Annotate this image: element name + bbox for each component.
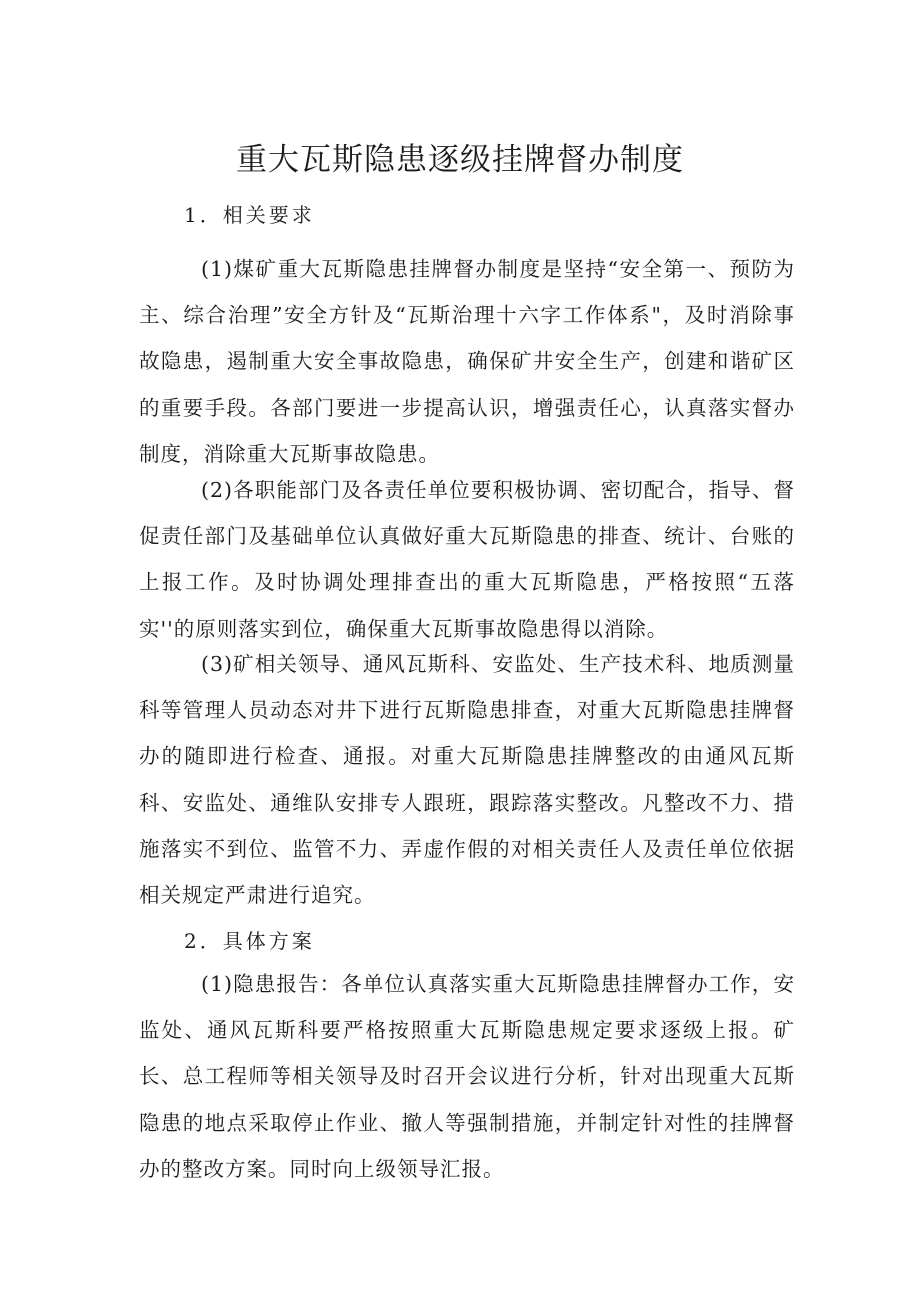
paragraph-plan-1: (1)隐患报告：各单位认真落实重大瓦斯隐患挂牌督办工作，安监处、通风瓦斯科要严格按照重大瓦斯隐患规定要求逐级上报。矿长、总工程师等相关领导及时召开会议进行分析，针对出现重大瓦斯隐患的地点采取停止作业、撤人等强制措施，并制定针对性的挂牌督办的整改方案。同时向上级领导汇报。 (139, 972, 795, 1181)
paragraph-requirements-1: (1)煤矿重大瓦斯隐患挂牌督办制度是坚持“安全第一、预防为主、综合治理”安全方针及“瓦斯治理十六字工作体系"，及时消除事故隐患，遏制重大安全事故隐患，确保矿井安全生产，创建和谐矿区的重要手段。各部门要进一步提高认识，增强责任心，认真落实督办制度，消除重大瓦斯事故隐患。 (139, 257, 795, 466)
paragraph-requirements-2: (2)各职能部门及各责任单位要积极协调、密切配合，指导、督促责任部门及基础单位认真做好重大瓦斯隐患的排查、统计、台账的上报工作。及时协调处理排查出的重大瓦斯隐患，严格按照“五落实''的原则落实到位，确保重大瓦斯事故隐患得以消除。 (139, 478, 795, 641)
section-heading-plan: 2．具体方案 (184, 929, 315, 953)
document-title: 重大瓦斯隐患逐级挂牌督办制度 (236, 142, 684, 178)
section-heading-requirements: 1．相关要求 (184, 203, 315, 227)
paragraph-requirements-3: (3)矿相关领导、通风瓦斯科、安监处、生产技术科、地质测量科等管理人员动态对井下进行瓦斯隐患排查，对重大瓦斯隐患挂牌督办的随即进行检查、通报。对重大瓦斯隐患挂牌整改的由通风瓦斯科、安监处、通维队安排专人跟班，跟踪落实整改。凡整改不力、措施落实不到位、监管不力、弄虚作假的对相关责任人及责任单位依据相关规定严肃进行追究。 (139, 652, 795, 908)
